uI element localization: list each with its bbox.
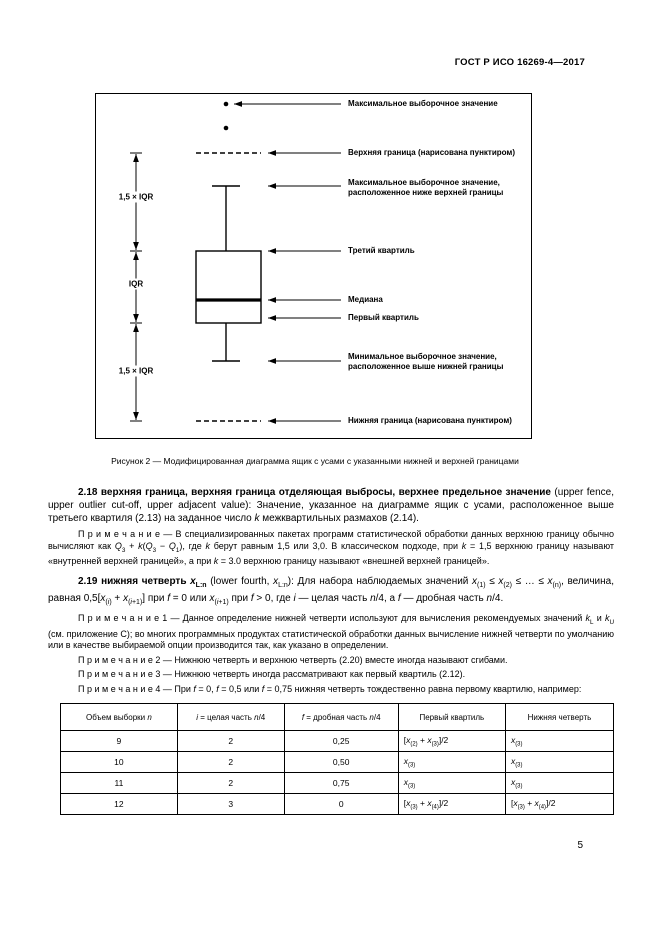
col-header-lower-fourth: Нижняя четверть [505, 704, 613, 731]
outlier-points [224, 102, 229, 131]
cell-f: 0,25 [284, 731, 398, 752]
col-header-integer-part: i = целая часть n/4 [177, 704, 284, 731]
table-row [61, 752, 614, 773]
label-iqr: IQR [128, 279, 144, 289]
table-header-row [61, 704, 614, 731]
iqr-box [196, 251, 261, 323]
cell-lower-fourth: $[x_{(3)} + x_{(4)}]/2$ [505, 794, 613, 815]
doc-number: ГОСТ Р ИСО 16269-4—2017 [454, 57, 585, 68]
cell-first-quartile: $[x_{(3)} + x_{(4)}]/2$ [398, 794, 505, 815]
note-2-19-1: П р и м е ч а н и е 1 — Данное определение нижней четверти используют для вычисления рекомендуемых значений $k_L$ и $k_U$ (см. приложение С); во многих программных продуктах статистической обработки данных вычисление нижней четверти по умолчанию или в качестве выбираемой опции производится так, как указано в определении. [48, 613, 615, 651]
label-lower-fence: Нижняя граница (нарисована пунктиром) [348, 416, 512, 425]
quartile-table [60, 703, 614, 815]
cell-i: 2 [177, 752, 284, 773]
cell-n: 10 [61, 752, 178, 773]
cell-first-quartile: $x_{(3)}$ [398, 773, 505, 794]
note-2-18: П р и м е ч а н и е — В специализированных пакетах программ статистической обработки данных верхнюю границу обычно вычисляют как $Q_3 + k(Q_3 - Q_1)$, где k берут равным 1,5 или 3,0. В классическом подходе, при k = 1,5 верхнюю границу называют «внутренней верхней границей», а при k = 3.0 верхнюю границу называют «внешней верхней границей». [48, 529, 614, 566]
boxplot-svg [96, 94, 529, 436]
label-first-quartile: Первый квартиль [348, 313, 419, 322]
label-max-value: Максимальное выборочное значение [348, 99, 498, 108]
figure-caption: Рисунок 2 — Модифицированная диаграмма ящик с усами с указанными нижней и верхней границами [111, 456, 519, 466]
cell-i: 3 [177, 794, 284, 815]
cell-lower-fourth: $x_{(3)}$ [505, 731, 613, 752]
label-iqr-15-upper: 1,5 × IQR [118, 192, 154, 202]
cell-first-quartile: $[x_{(2)} + x_{(3)}]/2$ [398, 731, 505, 752]
cell-f: 0,50 [284, 752, 398, 773]
outlier-point-max [224, 102, 229, 107]
cell-n: 11 [61, 773, 178, 794]
cell-lower-fourth: $x_{(3)}$ [505, 773, 613, 794]
cell-f: 0,75 [284, 773, 398, 794]
para-2-18: 2.18 верхняя граница, верхняя граница отделяющая выбросы, верхнее предельное значение (upper fence, upper outlier cut-off, upper adjacent value): Значение, указанное на диаграмме ящик с усами, расположенное выше третьего квартиля (2.13) на заданное число k межквартильных размахов (2.14). [48, 487, 614, 524]
label-third-quartile: Третий квартиль [348, 246, 415, 255]
cell-i: 2 [177, 731, 284, 752]
table-row [61, 731, 614, 752]
table-row [61, 794, 614, 815]
col-header-fraction-part: f = дробная часть n/4 [284, 704, 398, 731]
boxplot-figure [95, 93, 532, 439]
boxplot-shapes [196, 153, 261, 421]
cell-i: 2 [177, 773, 284, 794]
note-2-19-3: П р и м е ч а н и е 3 — Нижнюю четверть иногда рассматривают как первый квартиль (2.12). [78, 669, 466, 680]
label-median: Медиана [348, 295, 383, 304]
outlier-point [224, 126, 229, 131]
label-max-below-fence: Максимальное выборочное значение, расположенное ниже верхней границы [348, 178, 504, 197]
note-2-19-4: П р и м е ч а н и е 4 — При f = 0, f = 0,5 или f = 0,75 нижняя четверть тождественно равна первому квартилю, например: [78, 683, 582, 694]
note-2-19-2: П р и м е ч а н и е 2 — Нижнюю четверть и верхнюю четверть (2.20) вместе иногда называют сгибами. [78, 654, 508, 665]
text-block [48, 486, 614, 815]
cell-lower-fourth: $x_{(3)}$ [505, 752, 613, 773]
cell-n: 9 [61, 731, 178, 752]
col-header-sample-size: Объем выборки n [61, 704, 178, 731]
col-header-first-quartile: Первый квартиль [398, 704, 505, 731]
table-row [61, 773, 614, 794]
cell-first-quartile: $x_{(3)}$ [398, 752, 505, 773]
page-number: 5 [577, 840, 583, 851]
label-iqr-15-lower: 1,5 × IQR [118, 366, 154, 376]
para-2-19: 2.19 нижняя четверть $x_{L:n}$ (lower fourth, $x_{L:n}$): Для набора наблюдаемых значений $x_{(1)} \le x_{(2)}$ ≤ … ≤ $x_{(n)}$, величина, равная $0,5[x_{(i)} + x_{(i+1)}]$ при f = 0 или $x_{(i+1)}$ при f > 0, где i — целая часть n/4, а f — дробная часть n/4. [48, 576, 614, 607]
cell-f: 0 [284, 794, 398, 815]
cell-n: 12 [61, 794, 178, 815]
label-min-above-fence: Минимальное выборочное значение, расположенное выше нижней границы [348, 352, 504, 371]
label-upper-fence: Верхняя граница (нарисована пунктиром) [348, 148, 516, 157]
